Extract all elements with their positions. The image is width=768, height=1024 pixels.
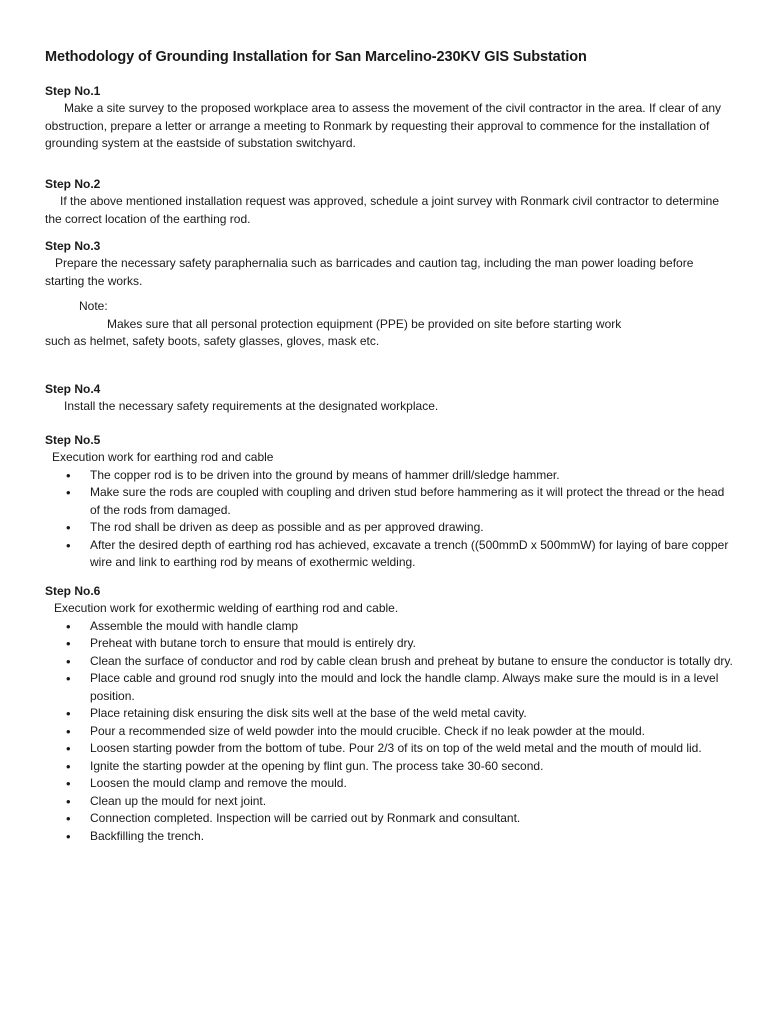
step-heading: Step No.2 [45, 177, 101, 191]
bullet-list [45, 467, 735, 572]
step-2 [45, 175, 735, 228]
list-item: • Pour a recommended size of weld powder into the mould crucible. Check if no leak powder at the mould. [45, 723, 735, 741]
list-item: • Preheat with butane torch to ensure that mould is entirely dry. [45, 635, 735, 653]
step-4 [45, 380, 735, 416]
step-heading: Step No.3 [45, 239, 101, 253]
list-item: • Clean up the mould for next joint. [45, 793, 735, 811]
step-1 [45, 82, 735, 153]
step-heading: Step No.4 [45, 382, 101, 396]
list-item: • After the desired depth of earthing rod has achieved, excavate a trench ((500mmD x 500mmW) for laying of bare copper wire and link to earthing rod by means of exothermic welding. [45, 537, 735, 572]
step-3 [45, 237, 735, 351]
step-text: Prepare the necessary safety paraphernalia such as barricades and caution tag, including the man power loading before starting the works. [45, 256, 694, 288]
document-title: Methodology of Grounding Installation for San Marcelino-230KV GIS Substation [45, 49, 587, 65]
step-text: Execution work for exothermic welding of earthing rod and cable. [54, 601, 399, 615]
list-item: • The copper rod is to be driven into the ground by means of hammer drill/sledge hammer. [45, 467, 735, 485]
list-item: • Loosen the mould clamp and remove the mould. [45, 775, 735, 793]
step-5 [45, 431, 735, 572]
list-item: • Place cable and ground rod snugly into the mould and lock the handle clamp. Always make sure the mould is in a level position. [45, 670, 735, 705]
list-item: • Ignite the starting powder at the opening by flint gun. The process take 30-60 second. [45, 758, 735, 776]
list-item: • Backfilling the trench. [45, 828, 735, 846]
step-heading: Step No.6 [45, 584, 101, 598]
note-text: Makes sure that all personal protection equipment (PPE) be provided on site before starting work such as helmet, safety boots, safety glasses, gloves, mask etc. [45, 316, 622, 348]
list-item: • Clean the surface of conductor and rod by cable clean brush and preheat by butane to ensure the conductor is totally dry. [45, 653, 735, 671]
step-heading: Step No.1 [45, 84, 101, 98]
note-label: Note: [79, 299, 108, 313]
step-text: Install the necessary safety requirements at the designated workplace. [64, 399, 439, 413]
step-text: Execution work for earthing rod and cable [52, 450, 274, 464]
list-item: • Make sure the rods are coupled with coupling and driven stud before hammering as it will protect the thread or the head of the rods from damaged. [45, 484, 735, 519]
step-heading: Step No.5 [45, 433, 101, 447]
bullet-list [45, 618, 735, 846]
list-item: • Connection completed. Inspection will be carried out by Ronmark and consultant. [45, 810, 735, 828]
step-text: Make a site survey to the proposed workplace area to assess the movement of the civil contractor in the area. If clear of any obstruction, prepare a letter or arrange a meeting to Ronmark by requesting their approval to commence for the installation of grounding system at the eastside of substation switchyard. [45, 101, 721, 150]
list-item: • The rod shall be driven as deep as possible and as per approved drawing. [45, 519, 735, 537]
list-item: • Place retaining disk ensuring the disk sits well at the base of the weld metal cavity. [45, 705, 735, 723]
list-item: • Assemble the mould with handle clamp [45, 618, 735, 636]
step-6 [45, 582, 735, 845]
list-item: • Loosen starting powder from the bottom of tube. Pour 2/3 of its on top of the weld metal and the mouth of mould lid. [45, 740, 735, 758]
step-text: If the above mentioned installation request was approved, schedule a joint survey with Ronmark civil contractor to determine the correct location of the earthing rod. [45, 194, 720, 226]
